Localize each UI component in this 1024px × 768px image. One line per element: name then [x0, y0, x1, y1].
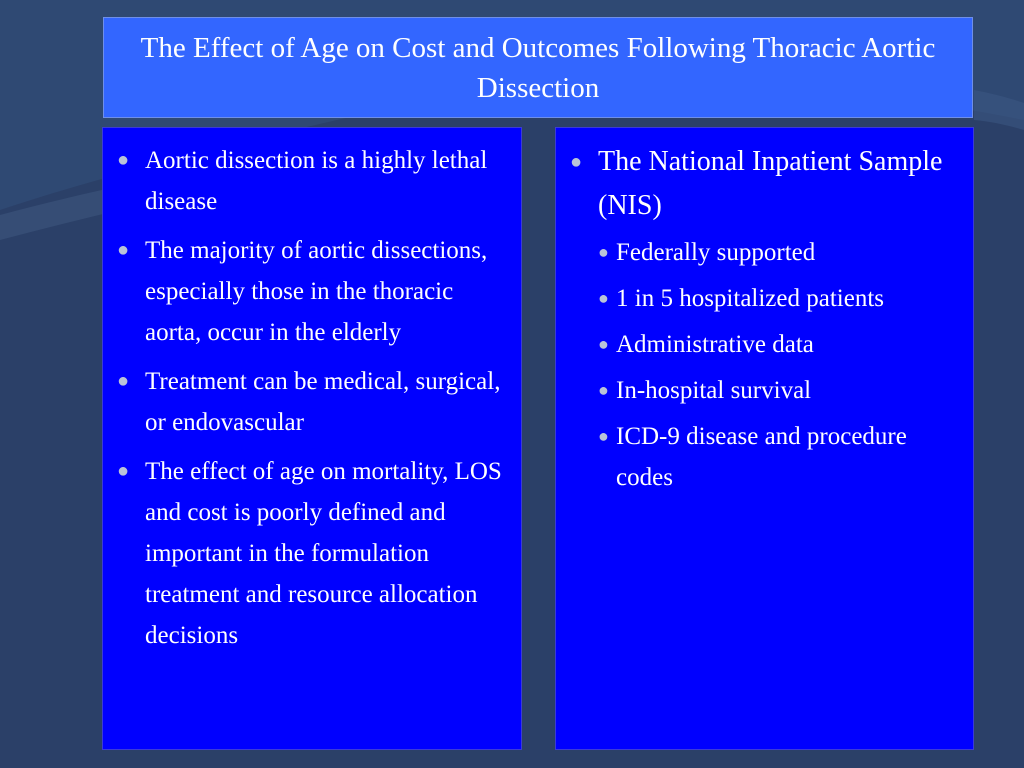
sub-list-item [598, 278, 965, 319]
slide-title: The Effect of Age on Cost and Outcomes Following Thoracic Aortic Dissection [140, 31, 936, 104]
right-content-panel [555, 127, 974, 750]
sub-list-item [598, 370, 965, 411]
list-item [117, 140, 511, 222]
sub-list-item [598, 232, 965, 273]
title-box [103, 17, 973, 118]
bullet-text: The National Inpatient Sample (NIS) [598, 146, 943, 221]
list-item [117, 361, 511, 443]
left-bullet-list [103, 128, 521, 656]
list-item [117, 230, 511, 353]
sub-list-item [598, 416, 965, 498]
sub-bullet-text: 1 in 5 hospitalized patients [616, 285, 885, 312]
sub-bullet-text: Federally supported [616, 239, 816, 266]
bullet-dot-icon: ● [117, 460, 130, 482]
bullet-dot-icon: ● [117, 239, 130, 261]
bullet-dot-icon: ● [598, 334, 609, 354]
bullet-text: Aortic dissection is a highly lethal disease [145, 147, 488, 215]
sub-list-item [598, 324, 965, 365]
sub-bullet-list [598, 228, 965, 498]
bullet-dot-icon: ● [117, 370, 130, 392]
bullet-dot-icon: ● [598, 242, 609, 262]
left-content-panel [102, 127, 522, 750]
list-item [117, 451, 511, 656]
list-item [570, 140, 965, 498]
sub-bullet-text: In-hospital survival [616, 377, 812, 404]
bullet-dot-icon: ● [598, 380, 609, 400]
bullet-text: The majority of aortic dissections, especially those in the thoracic aorta, occur in the elderly [145, 237, 488, 346]
bullet-dot-icon: ● [117, 149, 130, 171]
sub-bullet-text: Administrative data [616, 331, 814, 358]
bullet-dot-icon: ● [598, 288, 609, 308]
sub-bullet-text: ICD-9 disease and procedure codes [616, 423, 907, 491]
right-bullet-list [556, 128, 973, 498]
bullet-text: The effect of age on mortality, LOS and cost is poorly defined and important in the formulation treatment and resource allocation decisions [145, 458, 502, 649]
bullet-dot-icon: ● [598, 426, 609, 446]
bullet-dot-icon: ● [570, 151, 583, 173]
bullet-text: Treatment can be medical, surgical, or endovascular [145, 368, 501, 436]
